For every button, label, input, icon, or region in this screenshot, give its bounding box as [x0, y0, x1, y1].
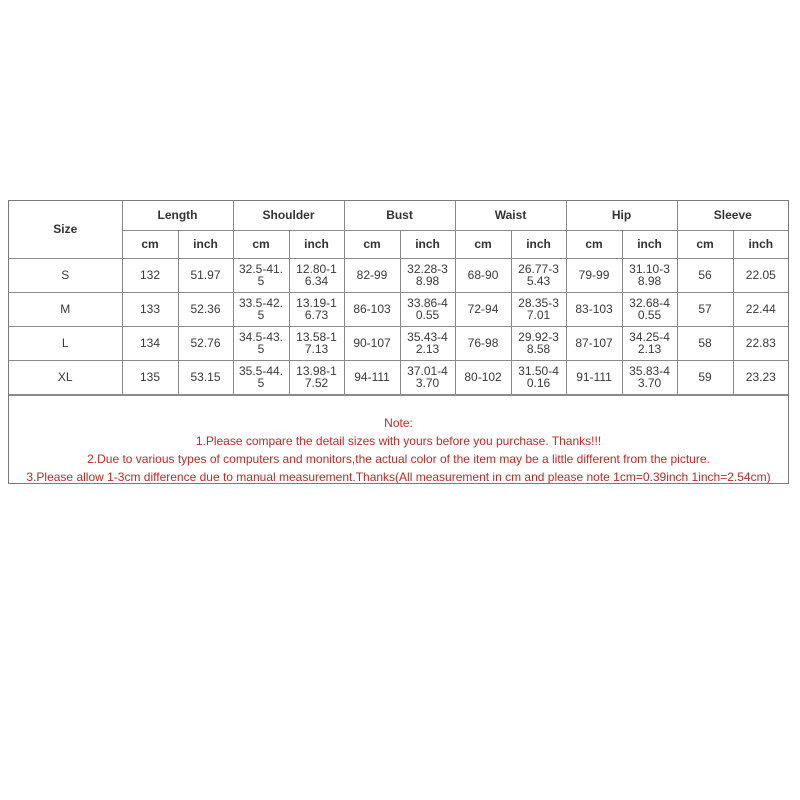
table-cell [622, 360, 677, 394]
table-row [9, 258, 788, 292]
table-cell [511, 360, 566, 394]
hip-header: Hip [566, 201, 677, 230]
cell-value: 28.35-37.01 [518, 296, 559, 322]
size-table [9, 201, 788, 395]
table-row [9, 292, 788, 326]
table-cell [233, 258, 289, 292]
cell-value: 13.98-17.52 [296, 364, 337, 390]
table-cell [289, 326, 344, 360]
cell-value: 34.5-43.5 [238, 330, 284, 356]
table-cell: 22.44 [733, 292, 788, 326]
unit-header-inch: inch [400, 230, 455, 258]
table-cell: 132 [122, 258, 178, 292]
table-cell: 51.97 [178, 258, 233, 292]
table-cell: 22.05 [733, 258, 788, 292]
size-column-header: Size [9, 201, 122, 258]
cell-value: 29.92-38.58 [518, 330, 559, 356]
cell-value: 31.50-40.16 [518, 364, 559, 390]
cell-value: 32.68-40.55 [629, 296, 670, 322]
unit-header-cm: cm [677, 230, 733, 258]
table-row [9, 360, 788, 394]
table-cell: 134 [122, 326, 178, 360]
table-row [9, 326, 788, 360]
table-cell: 68-90 [455, 258, 511, 292]
cell-value: 33.5-42.5 [238, 296, 284, 322]
table-cell: 90-107 [344, 326, 400, 360]
table-cell: 86-103 [344, 292, 400, 326]
waist-header: Waist [455, 201, 566, 230]
unit-header-inch: inch [622, 230, 677, 258]
unit-header-inch: inch [178, 230, 233, 258]
table-cell [400, 326, 455, 360]
table-cell [289, 360, 344, 394]
unit-header-cm: cm [566, 230, 622, 258]
table-cell [622, 258, 677, 292]
table-cell [622, 292, 677, 326]
table-cell [511, 326, 566, 360]
size-label: S [9, 258, 122, 292]
table-cell: 23.23 [733, 360, 788, 394]
cell-value: 33.86-40.55 [407, 296, 448, 322]
unit-header-cm: cm [122, 230, 178, 258]
table-cell: 72-94 [455, 292, 511, 326]
cell-value: 34.25-42.13 [629, 330, 670, 356]
table-cell [400, 292, 455, 326]
cell-value: 26.77-35.43 [518, 262, 559, 288]
cell-value: 35.5-44.5 [238, 364, 284, 390]
table-cell [400, 258, 455, 292]
table-cell [511, 292, 566, 326]
table-cell: 133 [122, 292, 178, 326]
table-cell: 94-111 [344, 360, 400, 394]
shoulder-header: Shoulder [233, 201, 344, 230]
cell-value: 35.83-43.70 [629, 364, 670, 390]
cell-value: 32.28-38.98 [407, 262, 448, 288]
table-cell: 87-107 [566, 326, 622, 360]
note-line: 1.Please compare the detail sizes with yours before you purchase. Thanks!!! [195, 433, 602, 448]
table-cell: 52.36 [178, 292, 233, 326]
unit-header-inch: inch [511, 230, 566, 258]
table-cell: 80-102 [455, 360, 511, 394]
note-line: 3.Please allow 1-3cm difference due to manual measurement.Thanks(All measurement in cm and please note 1cm=0.39inch 1inch=2.54cm) [26, 469, 771, 484]
size-label: M [9, 292, 122, 326]
table-cell: 83-103 [566, 292, 622, 326]
cell-value: 37.01-43.70 [407, 364, 448, 390]
table-cell: 91-111 [566, 360, 622, 394]
table-cell [289, 258, 344, 292]
table-cell [622, 326, 677, 360]
table-cell: 82-99 [344, 258, 400, 292]
table-cell: 52.76 [178, 326, 233, 360]
table-cell: 135 [122, 360, 178, 394]
notes-section [9, 395, 788, 483]
table-cell: 79-99 [566, 258, 622, 292]
table-cell [289, 292, 344, 326]
cell-value: 13.58-17.13 [296, 330, 337, 356]
table-cell [233, 360, 289, 394]
unit-header-cm: cm [344, 230, 400, 258]
unit-header-inch: inch [289, 230, 344, 258]
table-cell: 58 [677, 326, 733, 360]
size-chart [8, 200, 789, 484]
table-cell: 59 [677, 360, 733, 394]
unit-header-cm: cm [233, 230, 289, 258]
table-cell: 22.83 [733, 326, 788, 360]
table-cell [233, 292, 289, 326]
sleeve-header: Sleeve [677, 201, 788, 230]
table-cell: 56 [677, 258, 733, 292]
table-cell: 76-98 [455, 326, 511, 360]
table-cell [233, 326, 289, 360]
unit-header-cm: cm [455, 230, 511, 258]
table-cell [400, 360, 455, 394]
cell-value: 13.19-16.73 [296, 296, 337, 322]
notes-title: Note: [384, 415, 413, 430]
cell-value: 35.43-42.13 [407, 330, 448, 356]
note-line: 2.Due to various types of computers and monitors,the actual color of the item may be a little different from the picture. [87, 451, 710, 466]
cell-value: 12.80-16.34 [296, 262, 337, 288]
cell-value: 31.10-38.98 [629, 262, 670, 288]
length-header: Length [122, 201, 233, 230]
unit-header-row [9, 230, 788, 258]
cell-value: 32.5-41.5 [238, 262, 284, 288]
group-header-row [9, 201, 788, 230]
table-cell [511, 258, 566, 292]
table-cell: 57 [677, 292, 733, 326]
unit-header-inch: inch [733, 230, 788, 258]
bust-header: Bust [344, 201, 455, 230]
table-cell: 53.15 [178, 360, 233, 394]
size-label: XL [9, 360, 122, 394]
size-label: L [9, 326, 122, 360]
